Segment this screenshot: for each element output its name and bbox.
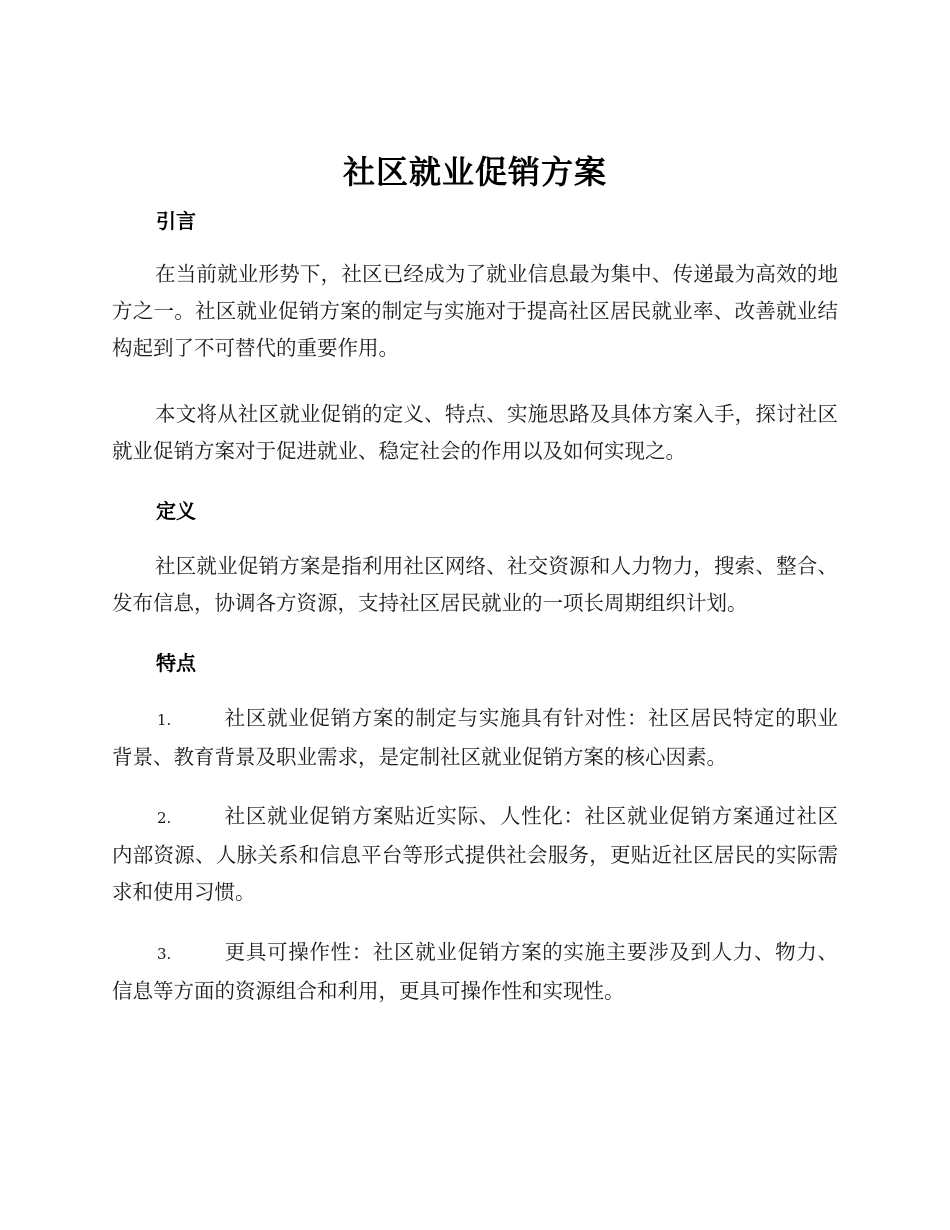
intro-paragraph-1: 在当前就业形势下，社区已经成为了就业信息最为集中、传递最为高效的地方之一。社区就业促销方案的制定与实施对于提高社区居民就业率、改善就业结构起到了不可替代的重要作用。 xyxy=(112,262,838,360)
list-item-text: 更具可操作性：社区就业促销方案的实施主要涉及到人力、物力、信息等方面的资源组合和利用，更具可操作性和实现性。 xyxy=(112,940,838,1003)
list-item xyxy=(112,700,838,776)
list-item-text: 社区就业促销方案的制定与实施具有针对性：社区居民特定的职业背景、教育背景及职业需求，是定制社区就业促销方案的核心因素。 xyxy=(112,706,838,769)
definition-paragraph: 社区就业促销方案是指利用社区网络、社交资源和人力物力，搜索、整合、发布信息，协调各方资源，支持社区居民就业的一项长周期组织计划。 xyxy=(112,554,838,615)
list-item-text: 社区就业促销方案贴近实际、人性化：社区就业促销方案通过社区内部资源、人脉关系和信息平台等形式提供社会服务，更贴近社区居民的实际需求和使用习惯。 xyxy=(112,804,838,904)
section-heading-features: 特点 xyxy=(156,651,196,675)
document-title: 社区就业促销方案 xyxy=(342,153,607,191)
list-item xyxy=(112,798,838,911)
intro-paragraph-2: 本文将从社区就业促销的定义、特点、实施思路及具体方案入手，探讨社区就业促销方案对于促进就业、稳定社会的作用以及如何实现之。 xyxy=(112,402,838,463)
section-heading-intro: 引言 xyxy=(156,209,196,233)
list-item-number: 3. xyxy=(157,945,172,963)
list-item-number: 1. xyxy=(157,711,172,729)
list-item xyxy=(112,934,838,1010)
list-item-number: 2. xyxy=(157,809,172,827)
section-heading-definition: 定义 xyxy=(156,499,196,523)
